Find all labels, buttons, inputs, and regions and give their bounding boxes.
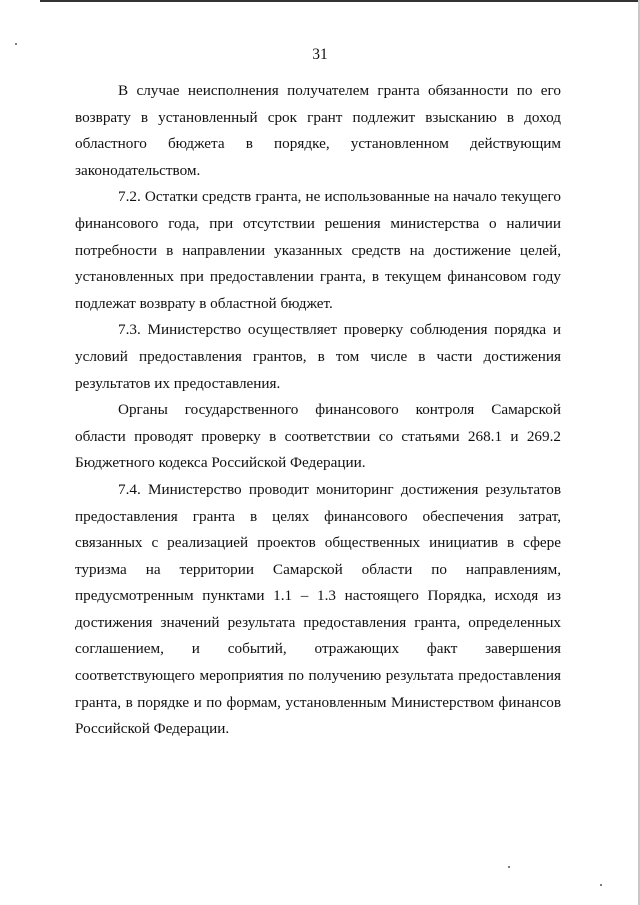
paragraph-7-3: 7.3. Министерство осуществляет проверку соблюдения порядка и условий предоставления грантов, в том числе в части достижения результатов их предоставления. [75,321,561,392]
scan-speck [15,43,17,45]
paragraph-financial-control: Органы государственного финансового контроля Самарской области проводят проверку в соответствии со статьями 268.1 и 269.2 Бюджетного кодекса Российской Федерации. [75,401,561,472]
scan-edge-top [40,0,640,2]
page-number: 31 [312,46,328,63]
scan-speck [508,866,510,868]
paragraph-grant-recovery: В случае неисполнения получателем гранта обязанности по его возврату в установленный срок грант подлежит взысканию в доход областного бюджета в порядке, установленном действующим законодательством. [75,82,561,179]
scan-speck [600,884,602,886]
paragraph-7-4: 7.4. Министерство проводит мониторинг достижения результатов предоставления гранта в целях финансового обеспечения затрат, связанных с реализацией проектов общественных инициатив в сфере туризма на территории Самарской области по направлениям, предусмотренным пунктами 1.1 – 1.3 настоящего Порядка, исходя из достижения значений результата предоставления гранта, определенных соглашением, и событий, отражающих факт завершения соответствующего мероприятия по получению результата предоставления гранта, в порядке и по формам, установленным Министерством финансов Российской Федерации. [75,480,561,738]
paragraph-7-2: 7.2. Остатки средств гранта, не использованные на начало текущего финансового года, при отсутствии решения министерства о наличии потребности в направлении указанных средств на достижение целей, установленных при предоставлении гранта, в текущем финансовом году подлежат возврату в областной бюджет. [75,188,561,312]
document-body [75,78,561,743]
